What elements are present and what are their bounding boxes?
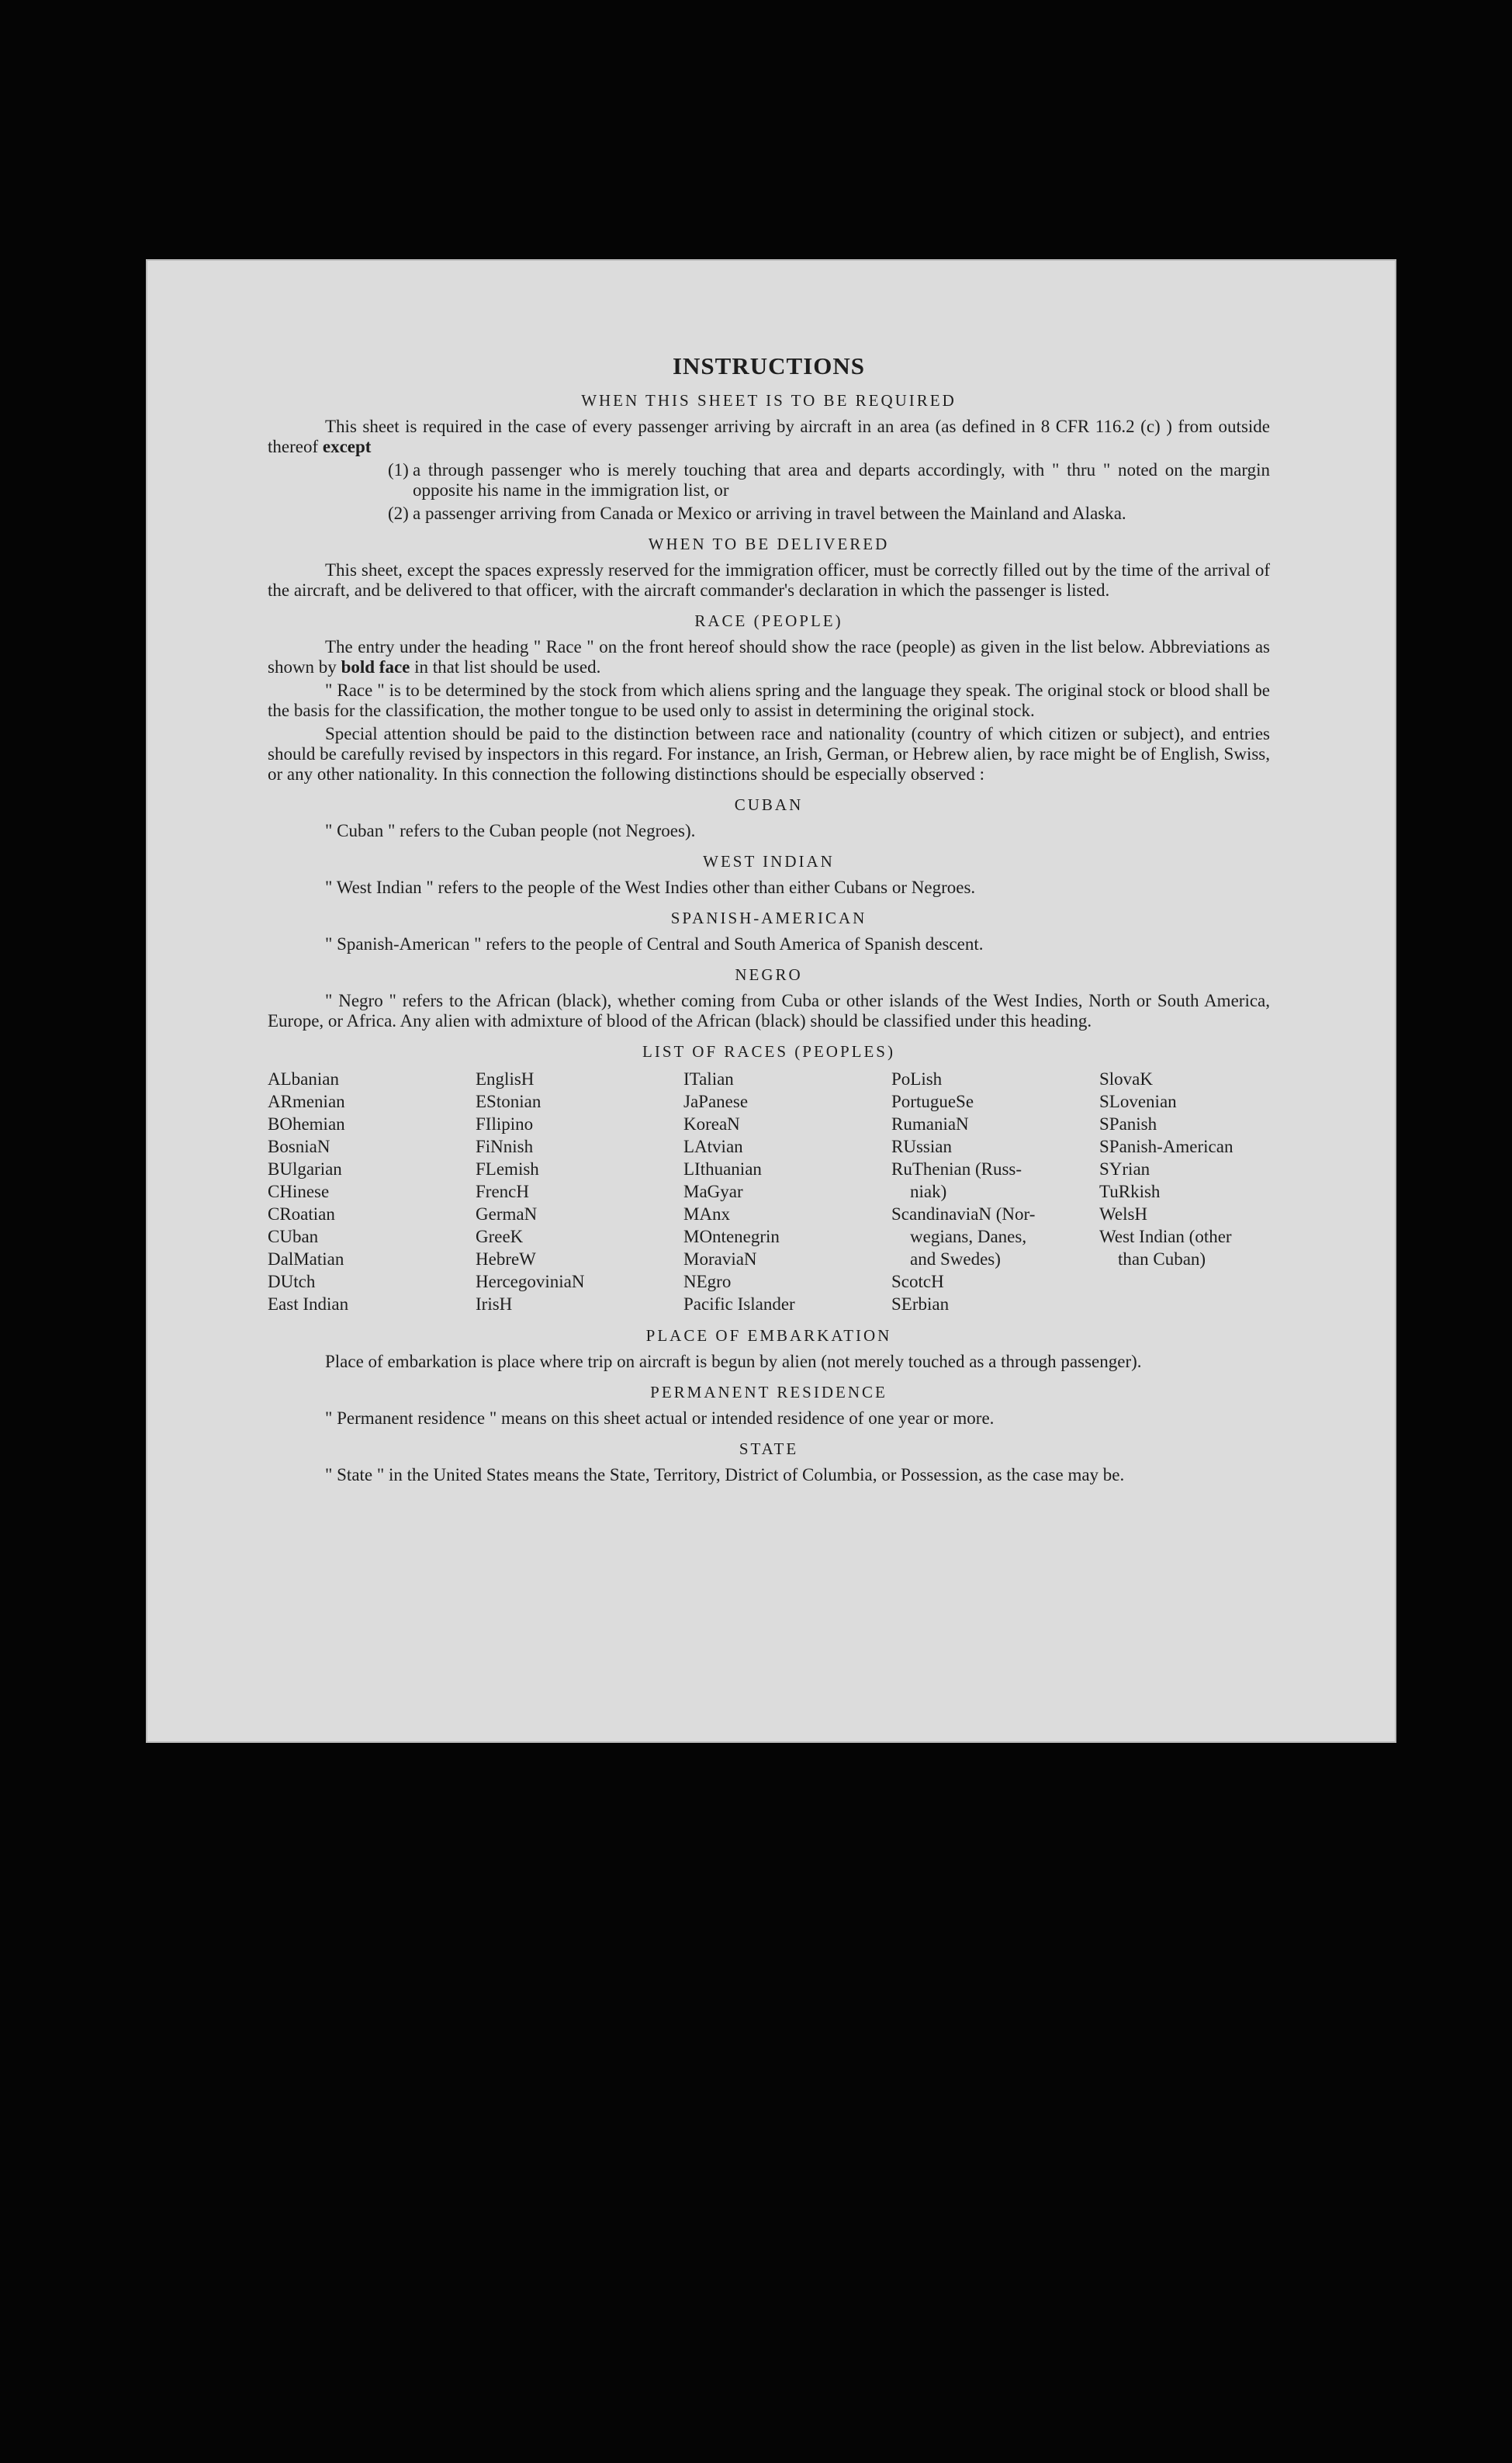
required-item-1: (1) a through passenger who is merely touching that area and departs accordingly, with " thru " noted on the margin opposite his name in the immigration list, or (388, 460, 1270, 500)
page-title: INSTRUCTIONS (672, 352, 865, 379)
race-item: niak) (910, 1182, 947, 1201)
race-item: IrisH (476, 1294, 513, 1314)
race-item: West Indian (other (1099, 1227, 1232, 1246)
race-item: than Cuban) (1118, 1249, 1206, 1269)
race-item: ScotcH (891, 1272, 944, 1291)
race-item: MOntenegrin (683, 1227, 780, 1246)
document-sheet (146, 259, 1396, 1743)
race-item: ITalian (683, 1069, 734, 1089)
race-item: FiNnish (476, 1137, 534, 1156)
race-item: HercegoviniaN (476, 1272, 585, 1291)
state-text: " State " in the United States means the State, Territory, District of Columbia, or Possession, as the case may be. (325, 1465, 1125, 1484)
race-paragraph-3: Special attention should be paid to the distinction between race and nationality (country of which citizen or subject), and entries should be carefully revised by inspectors in this regard. For instance, an Irish, German, or Hebrew alien, by race might be of English, Swiss, or any other nationality. In this connection the following distinctions should be especially observed : (268, 724, 1270, 784)
races-column-2 (476, 1068, 683, 1315)
race-item: RUssian (891, 1137, 952, 1156)
race-item: GreeK (476, 1227, 524, 1246)
race-item: CUban (268, 1227, 319, 1246)
race-item: BOhemian (268, 1114, 345, 1134)
race-item: DUtch (268, 1272, 316, 1291)
race-item: Pacific Islander (683, 1294, 795, 1314)
race-item: KoreaN (683, 1114, 740, 1134)
race-item: and Swedes) (910, 1249, 1001, 1269)
race-item: EnglisH (476, 1069, 535, 1089)
spanish-american-text: " Spanish-American " refers to the people of Central and South America of Spanish descent. (325, 934, 984, 954)
race-item: CRoatian (268, 1204, 335, 1224)
negro-text: " Negro " refers to the African (black), whether coming from Cuba or other islands of the West Indies, North or South America, Europe, or Africa. Any alien with admixture of blood of the African (black) should be classified under this heading. (268, 991, 1270, 1031)
west-indian-text: " West Indian " refers to the people of the West Indies other than either Cubans or Negroes. (325, 878, 976, 897)
race-item: SlovaK (1099, 1069, 1153, 1089)
race-item: SPanish (1099, 1114, 1157, 1134)
heading-delivered: WHEN TO BE DELIVERED (648, 535, 890, 553)
race-paragraph-2: " Race " is to be determined by the stock from which aliens spring and the language they speak. The original stock or blood shall be the basis for the classification, the mother tongue to be used only to assist in determining the original stock. (268, 681, 1270, 720)
instructions-text (268, 352, 1270, 1488)
race-item: PoLish (891, 1069, 943, 1089)
heading-spanish-american: SPANISH-AMERICAN (670, 909, 867, 927)
heading-negro: NEGRO (735, 965, 803, 984)
heading-west-indian: WEST INDIAN (703, 852, 835, 871)
race-item: EStonian (476, 1092, 541, 1111)
delivered-text: This sheet, except the spaces expressly reserved for the immigration officer, must be correctly filled out by the time of the arrival of the aircraft, and be delivered to that officer, with the aircraft commander's declaration in which the passenger is listed. (268, 560, 1270, 600)
race-item: MAnx (683, 1204, 731, 1224)
required-intro: This sheet is required in the case of every passenger arriving by aircraft in an area (as defined in 8 CFR 116.2 (c) ) from outside thereof except (268, 417, 1270, 456)
race-item: LIthuanian (683, 1159, 762, 1179)
race-item: HebreW (476, 1249, 536, 1269)
race-item: wegians, Danes, (910, 1227, 1027, 1246)
race-item: SYrian (1099, 1159, 1150, 1179)
race-item: TuRkish (1099, 1182, 1161, 1201)
heading-races-list: LIST OF RACES (PEOPLES) (642, 1042, 895, 1061)
race-item: BosniaN (268, 1137, 330, 1156)
heading-state: STATE (739, 1439, 799, 1458)
heading-race: RACE (PEOPLE) (694, 611, 843, 630)
heading-embarkation: PLACE OF EMBARKATION (645, 1326, 892, 1345)
race-item: FLemish (476, 1159, 539, 1179)
race-item: SErbian (891, 1294, 950, 1314)
race-item: RumaniaN (891, 1114, 969, 1134)
required-item-2: (2) a passenger arriving from Canada or Mexico or arriving in travel between the Mainland and Alaska. (388, 504, 1126, 523)
race-item: NEgro (683, 1272, 732, 1291)
race-item: SLovenian (1099, 1092, 1177, 1111)
race-item: SPanish-American (1099, 1137, 1233, 1156)
race-item: MoraviaN (683, 1249, 757, 1269)
race-item: GermaN (476, 1204, 538, 1224)
race-item: PortugueSe (891, 1092, 974, 1111)
race-item: ScandinaviaN (Nor- (891, 1204, 1036, 1224)
cuban-text: " Cuban " refers to the Cuban people (not Negroes). (325, 821, 696, 840)
race-item: ARmenian (268, 1092, 345, 1111)
race-item: DalMatian (268, 1249, 344, 1269)
race-item: ALbanian (268, 1069, 339, 1089)
races-list (268, 1068, 1270, 1315)
race-item: FIlipino (476, 1114, 534, 1134)
race-item: BUlgarian (268, 1159, 342, 1179)
race-item: East Indian (268, 1294, 349, 1314)
race-item: FrencH (476, 1182, 529, 1201)
heading-cuban: CUBAN (734, 795, 804, 814)
races-column-1 (268, 1068, 476, 1315)
race-item: RuThenian (Russ- (891, 1159, 1022, 1179)
races-column-5 (1099, 1068, 1270, 1315)
heading-residence: PERMANENT RESIDENCE (650, 1383, 887, 1401)
race-item: LAtvian (683, 1137, 743, 1156)
heading-required: WHEN THIS SHEET IS TO BE REQUIRED (581, 391, 957, 410)
race-item: JaPanese (683, 1092, 749, 1111)
race-item: CHinese (268, 1182, 330, 1201)
embarkation-text: Place of embarkation is place where trip on aircraft is begun by alien (not merely touched as a through passenger). (325, 1352, 1142, 1371)
residence-text: " Permanent residence " means on this sheet actual or intended residence of one year or more. (325, 1408, 995, 1428)
races-column-4 (891, 1068, 1099, 1315)
race-item: MaGyar (683, 1182, 743, 1201)
race-paragraph-1: The entry under the heading " Race " on the front hereof should show the race (people) as given in the list below. Abbreviations as shown by bold face in that list should be used. (268, 637, 1270, 677)
race-item: WelsH (1099, 1204, 1148, 1224)
races-column-3 (683, 1068, 891, 1315)
